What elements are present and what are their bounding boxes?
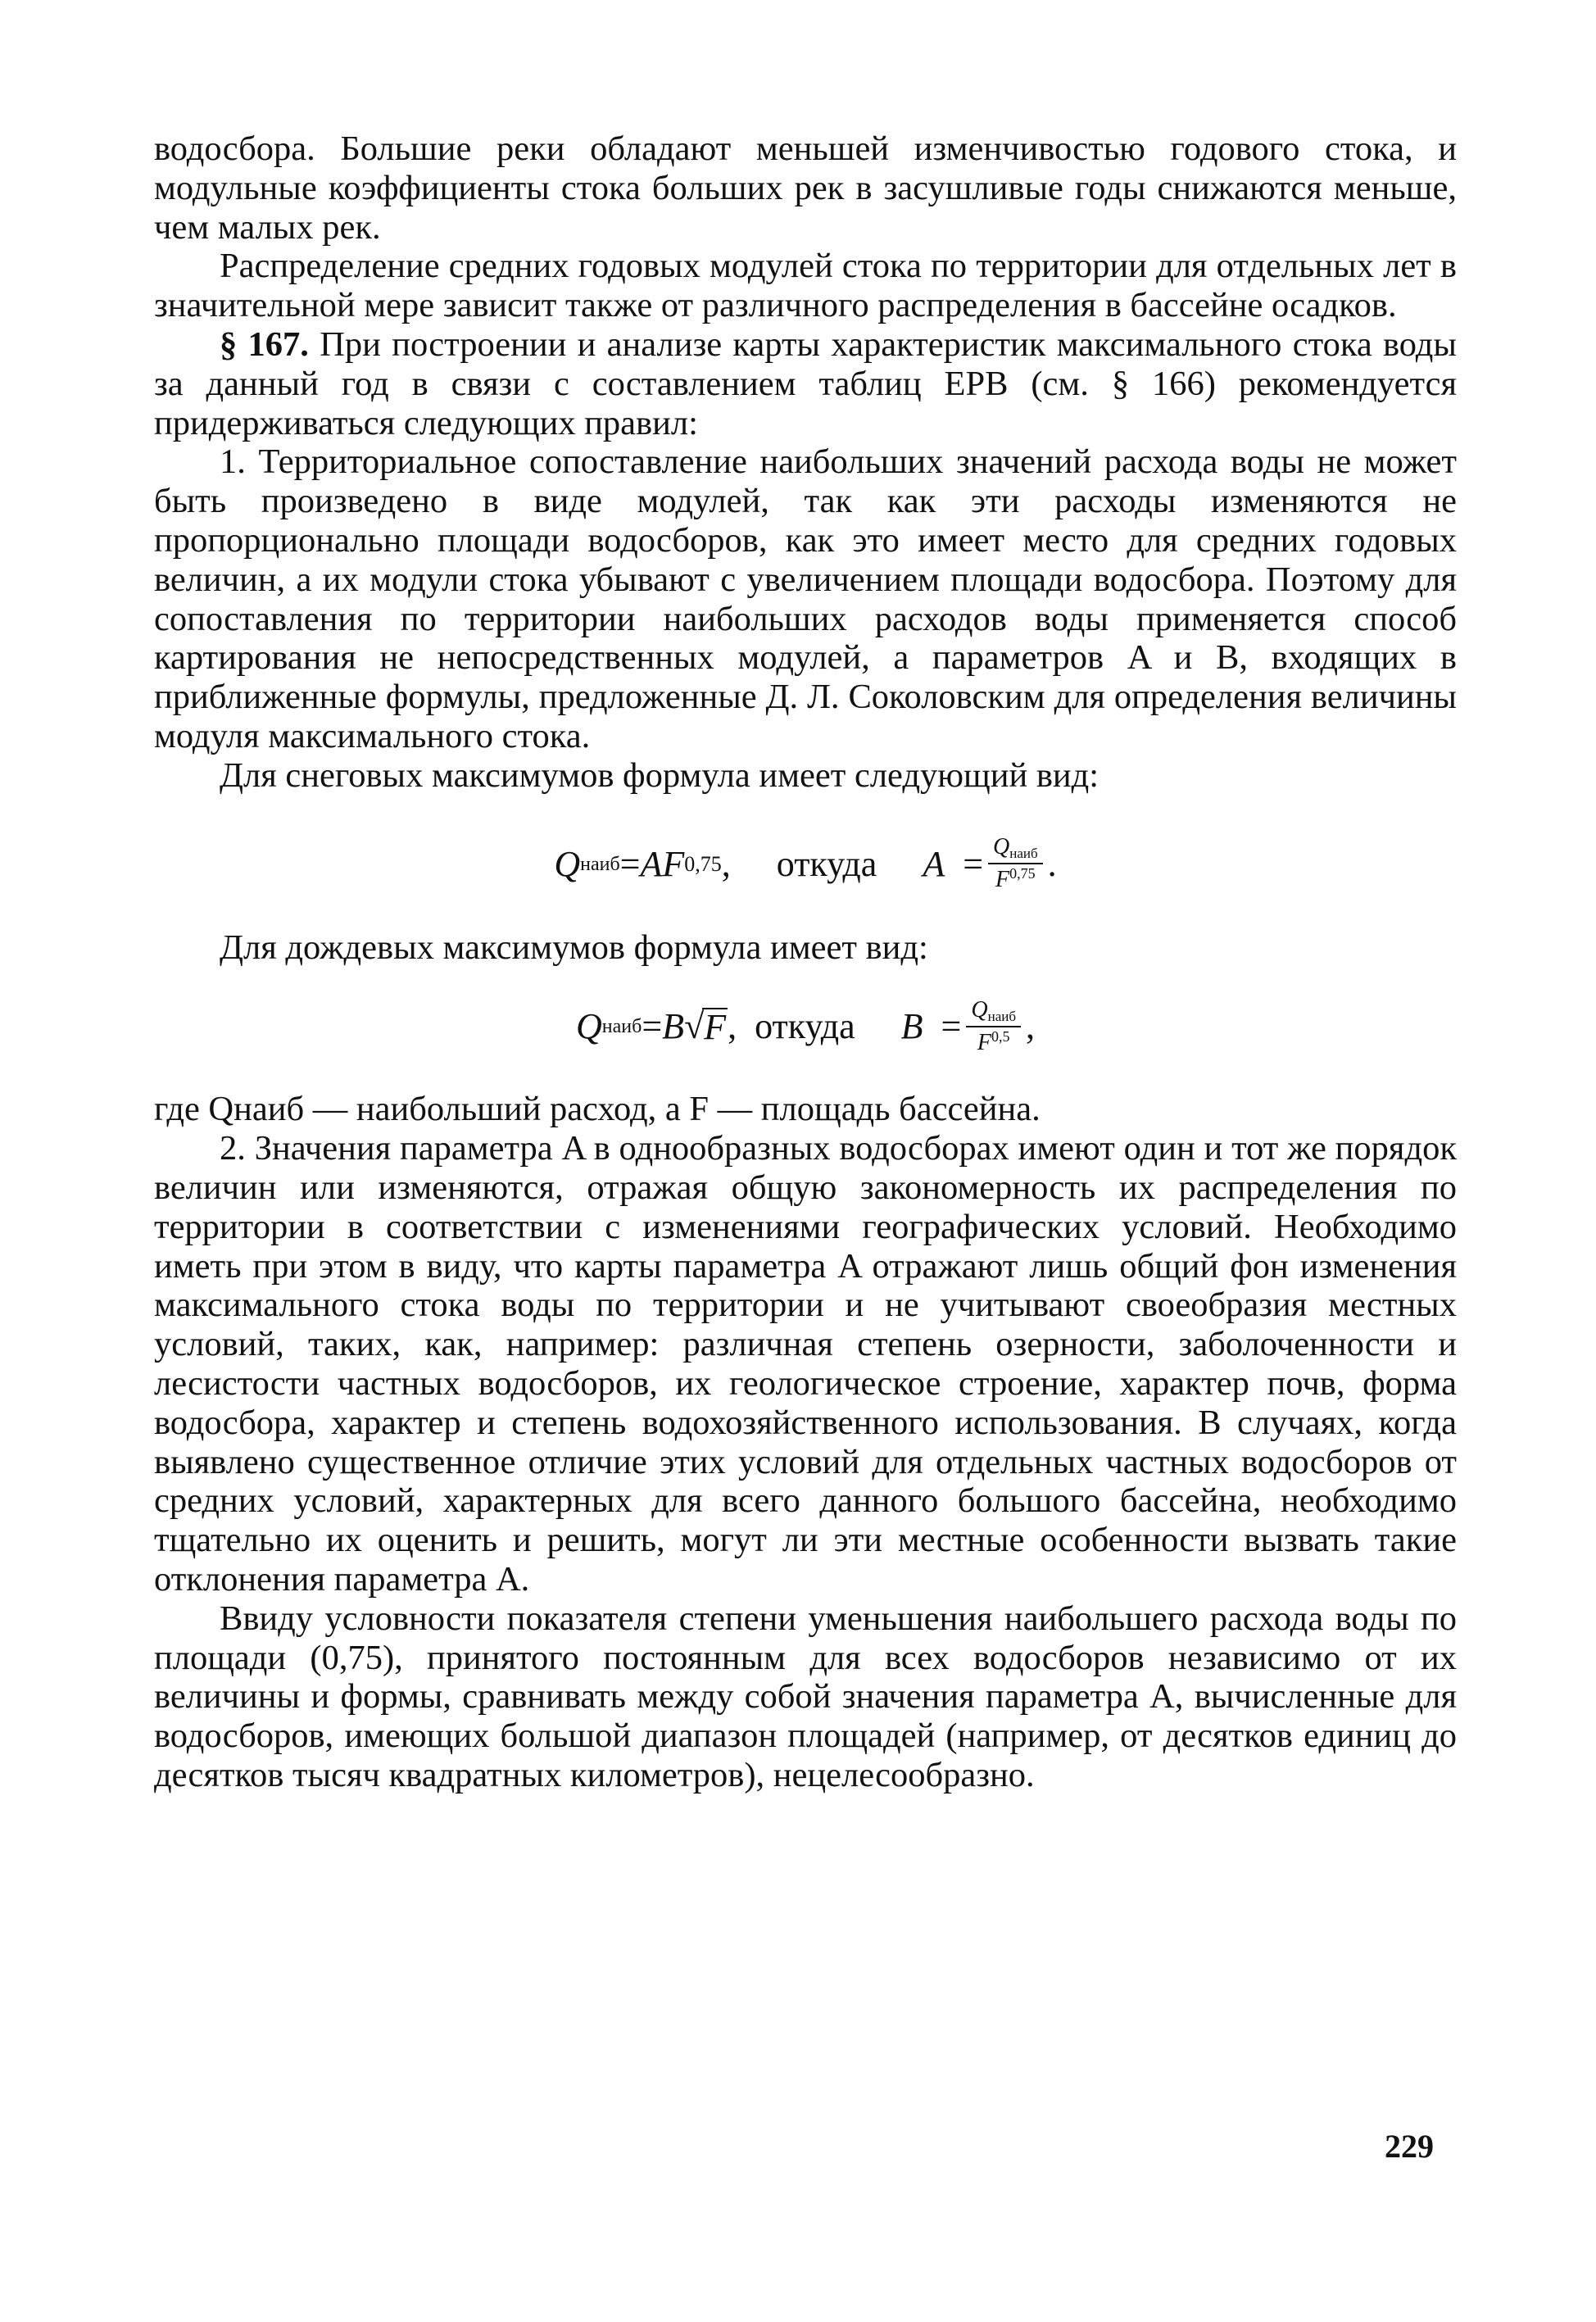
rule-1-paragraph: 1. Территориальное сопоставление наибольших значений расхода воды не может быть произведено в виде модулей, так как эти расходы изменяются не пропорционально площади водосборов, как это имеет место для средних годовых величин, а их модули стока убывают с увеличением площади водосбора. Поэтому для сопоставления по территории наибольших расходов воды применяется способ картирования не непосредственных модулей, а параметров A и B, входящих в приближенные формулы, предложенные Д. Л. Соколовским для определения величины модуля максимального стока.: [154, 442, 1457, 755]
snow-formula-intro: Для снеговых максимумов формула имеет следующий вид:: [220, 755, 1100, 795]
formula-equals: =: [642, 1006, 663, 1047]
formula-radical-sign: √: [684, 1006, 705, 1047]
formula-equals: =: [619, 843, 641, 884]
section-number: § 167.: [220, 324, 309, 364]
paragraph-167: [154, 325, 1457, 442]
formula-end: .: [1047, 843, 1057, 884]
formula-lhs: A: [923, 843, 945, 884]
formula-word-otkuda: откуда: [755, 1006, 855, 1047]
paragraph-2: Распределение средних годовых модулей стока по территории для отдельных лет в значительной мере зависит также от различного распределения в бассейне осадков.: [154, 247, 1457, 325]
rule-2-paragraph: 2. Значения параметра A в однообразных водосборах имеют один и тот же порядок величин или изменяются, отражая общую закономерность их распределения по территории в соответствии с изменениями географических условий. Необходимо иметь при этом в виду, что карты параметра A отражают лишь общий фон изменения максимального стока воды по территории и не учитывают своеобразия местных условий, таких, как, например: различная степень озерности, заболоченности и лесистости частных водосборов, их геологическое строение, характер почв, форма водосбора, характер и степень водохозяйственного использования. В случаях, когда выявлено существенное отличие этих условий для отдельных частных водосборов от средних условий, характерных для всего данного большого бассейна, необходимо тщательно их оценить и решить, могут ли эти местные особенности вызвать такие отклонения параметра A.: [154, 1129, 1457, 1599]
paragraph-1: водосбора. Большие реки обладают меньшей изменчивостью годового стока, и модульные коэффициенты стока больших рек в засушливые годы снижаются меньше, чем малых рек.: [154, 129, 1457, 247]
snow-maximum-formula: [154, 814, 1457, 915]
formula-fraction: [988, 835, 1043, 893]
formula-equals-2: =: [941, 1006, 962, 1047]
fraction-denominator: F$^{0,75}$: [995, 865, 1036, 893]
section-text: При построении и анализе карты характеристик максимального стока воды за данный год в связи с составлением таблиц ЕРВ (см. § 166) рекомендуется придерживаться следующих правил:: [154, 324, 1457, 442]
formula-exponent: 0,75: [684, 851, 722, 876]
page-body: [154, 129, 1457, 1795]
formula-q-symbol: Q: [576, 1006, 602, 1047]
formula-b-symbol: B: [662, 1006, 685, 1047]
formula-fraction: [966, 998, 1021, 1056]
formula-q-subscript: наиб: [601, 1016, 642, 1038]
formula-end: ,: [1026, 1006, 1035, 1047]
formula-a-symbol: A: [640, 843, 663, 884]
rain-formula-intro: Для дождевых максимумов формула имеет вид:: [220, 927, 928, 967]
fraction-denominator: F$^{0,5}$: [977, 1028, 1010, 1056]
formula-q-subscript: наиб: [580, 853, 620, 875]
formula-q-symbol: Q: [554, 843, 581, 884]
formula-radicand: F: [704, 1007, 727, 1048]
formula-definitions: где Qнаиб — наибольший расход, а F — площадь бассейна.: [154, 1090, 1041, 1129]
formula-word-otkuda: откуда: [776, 843, 877, 884]
rain-maximum-formula: [154, 973, 1457, 1080]
fraction-numerator: $Q_{наиб}$: [988, 835, 1043, 865]
formula-lhs: B: [900, 1006, 923, 1047]
formula-comma: ,: [721, 843, 731, 884]
formula-comma: ,: [728, 1006, 737, 1047]
closing-paragraph: Ввиду условности показателя степени уменьшения наибольшего расхода воды по площади (0,75), принятого постоянным для всех водосборов независимо от их величины и формы, сравнивать между собой значения параметра A, вычисленные для водосборов, имеющих большой диапазон площадей (например, от десятков единиц до десятков тысяч квадратных километров), нецелесообразно.: [154, 1599, 1457, 1794]
page-number: 229: [1385, 2128, 1434, 2165]
formula-f-symbol: F: [662, 843, 685, 884]
formula-equals-2: =: [963, 843, 984, 884]
fraction-numerator: $Q_{наиб}$: [966, 998, 1021, 1028]
